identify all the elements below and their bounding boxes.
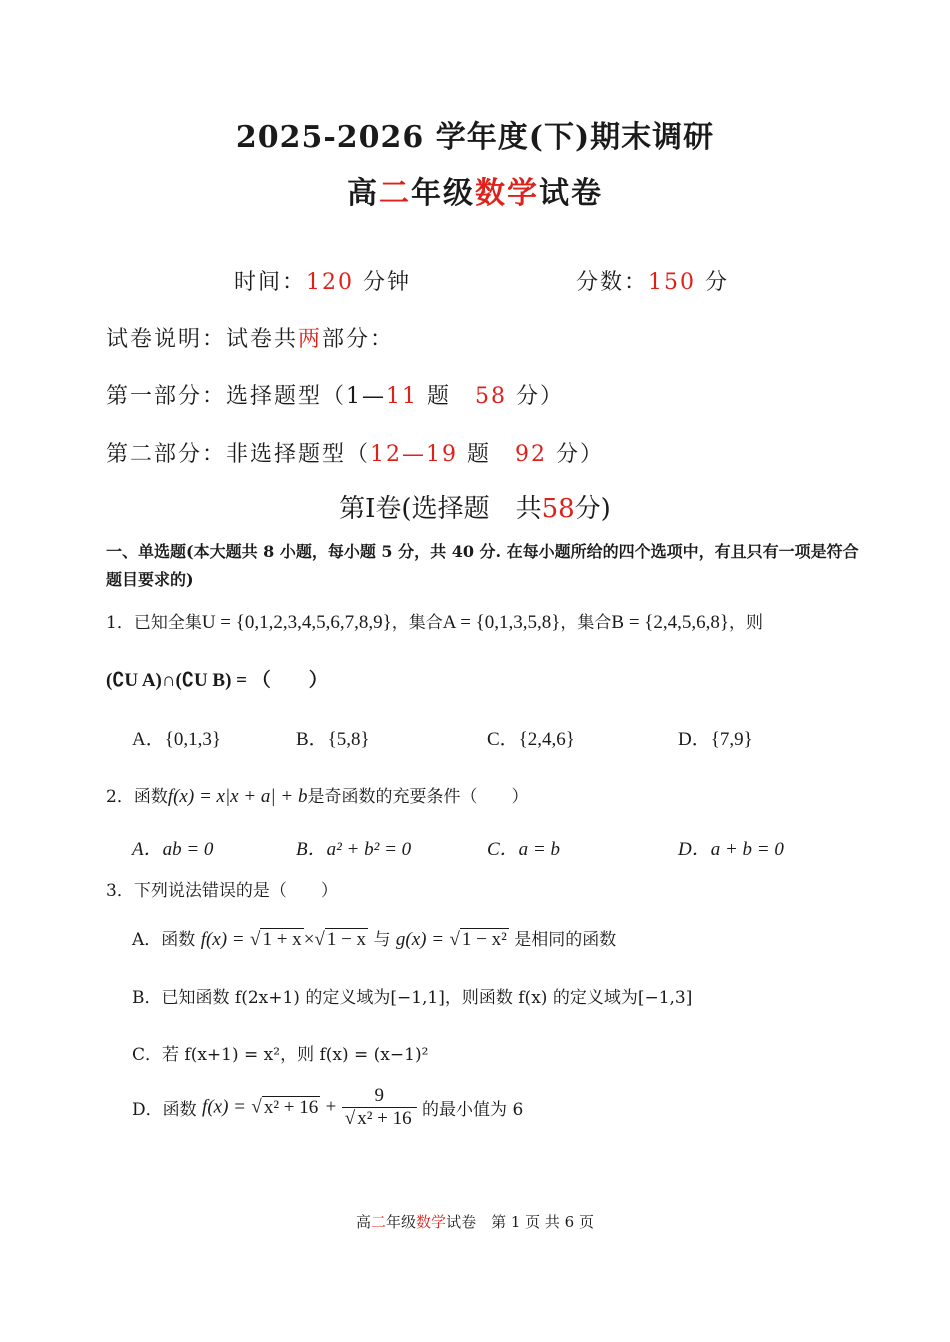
q3d-radicand: x² + 16 xyxy=(263,1096,319,1118)
score-unit: 分 xyxy=(696,270,730,295)
q2-function: f(x) = x|x + a| + b xyxy=(167,786,308,807)
q3a-radicand-2: 1 − x xyxy=(326,929,367,950)
sqrt-sign: √ xyxy=(251,1096,262,1118)
exam-subtitle xyxy=(0,168,950,212)
time-value: 120 xyxy=(306,270,355,295)
part1-end-q: 11 xyxy=(386,384,418,409)
part2-text: 第二部分：非选择题型（ xyxy=(106,442,371,467)
time-label: 时间： xyxy=(234,270,307,295)
q3d-numerator: 9 xyxy=(342,1085,417,1108)
section-head-text: 第Ⅰ卷(选择题 共 xyxy=(339,494,542,524)
q3d-label: D．函数 xyxy=(132,1100,197,1120)
q3a-text: 与 xyxy=(373,930,391,950)
q3a-times: × xyxy=(303,929,315,950)
subtitle-grade-number: 二 xyxy=(379,176,411,211)
q3a-g: g(x) = xyxy=(395,929,445,950)
q2-option-c: C．a = b xyxy=(487,839,560,860)
q1-universal-set: U = {0,1,2,3,4,5,6,7,8,9} xyxy=(201,612,392,633)
q2-option-b: B．a² + b² = 0 xyxy=(296,839,412,860)
part2-text: 题 xyxy=(458,442,516,467)
q3d-den-radicand: x² + 16 xyxy=(357,1108,412,1129)
q3d-plus: + xyxy=(325,1096,337,1118)
q3a-f: f(x) = xyxy=(200,929,245,950)
q2-text: 是奇函数的充要条件（ ） xyxy=(307,787,529,807)
section-one-heading xyxy=(0,488,950,525)
q1-text: ，集合 xyxy=(560,613,612,633)
sqrt-sign: √ xyxy=(449,929,460,950)
q3-option-a xyxy=(132,925,616,951)
part2-text: 分） xyxy=(547,442,605,467)
subtitle-part: 试卷 xyxy=(539,176,603,211)
part1-text: 题 xyxy=(418,384,475,409)
part2-score: 92 xyxy=(515,442,548,467)
sqrt-sign: √ xyxy=(314,929,325,950)
part-two-info xyxy=(106,437,604,468)
score-value: 150 xyxy=(648,270,697,295)
subtitle-part: 年级 xyxy=(411,176,475,211)
footer-text: 年级 xyxy=(386,1213,417,1231)
q2-option-a: A．ab = 0 xyxy=(132,839,214,860)
part1-score: 58 xyxy=(475,384,507,409)
question-1-stem xyxy=(106,608,763,634)
subtitle-part: 高 xyxy=(347,176,379,211)
explain-count: 两 xyxy=(298,327,323,352)
q3d-text: 的最小值为 6 xyxy=(422,1100,524,1120)
q1-text: ，则 xyxy=(729,613,764,633)
q2-text: 2．函数 xyxy=(106,787,168,807)
exam-title: 2025-2026 学年度(下)期末调研 xyxy=(235,120,715,155)
part1-text: 第一部分：选择题型（1— xyxy=(106,384,386,409)
q3d-fraction xyxy=(342,1085,417,1130)
section-head-text: 分) xyxy=(574,494,611,524)
part2-range: 12—19 xyxy=(370,442,459,467)
question-1-expression: (∁U A)∩(∁U B) = （ ） xyxy=(106,670,328,691)
footer-subject: 数学 xyxy=(416,1213,447,1231)
q1-option-a: A．{0,1,3} xyxy=(132,729,221,750)
q1-set-b: B = {2,4,5,6,8} xyxy=(611,612,730,633)
q1-text: 1．已知全集 xyxy=(106,613,202,633)
subtitle-subject: 数学 xyxy=(475,176,539,211)
footer-page-number: 试卷 第 1 页 共 6 页 xyxy=(446,1213,594,1231)
q3a-radicand-3: 1 − x² xyxy=(461,929,507,950)
q3a-label: A．函数 xyxy=(132,930,196,950)
footer-grade: 二 xyxy=(371,1213,387,1231)
q3a-radicand-1: 1 + x xyxy=(262,929,302,950)
q1-option-b: B．{5,8} xyxy=(296,729,370,750)
q3-option-b: B．已知函数 f(2x+1) 的定义域为[−1,1]，则函数 f(x) 的定义域为[−1,3] xyxy=(132,988,693,1008)
q1-option-d: D．{7,9} xyxy=(678,729,753,750)
page-footer xyxy=(0,1211,950,1232)
q3-option-c: C．若 f(x+1) = x²，则 f(x) = (x−1)² xyxy=(132,1045,429,1065)
section-instructions: 一、单选题(本大题共 8 小题，每小题 5 分，共 40 分. 在每小题所给的四个选项中，有且只有一项是符合题目要求的) xyxy=(106,542,859,589)
q3d-f: f(x) = xyxy=(202,1096,246,1118)
time-unit: 分钟 xyxy=(354,270,412,295)
q3a-text: 是相同的函数 xyxy=(514,930,617,950)
q2-option-d: D．a + b = 0 xyxy=(678,839,784,860)
explain-suffix: 部分： xyxy=(322,327,395,352)
q1-set-a: A = {0,1,3,5,8} xyxy=(442,612,561,633)
footer-text: 高 xyxy=(356,1213,372,1231)
q1-option-c: C．{2,4,6} xyxy=(487,729,575,750)
section-head-score: 58 xyxy=(541,494,575,524)
part1-text: 分） xyxy=(507,384,564,409)
q3d-denominator: √ x² + 16 xyxy=(344,1108,412,1129)
sqrt-sign: √ xyxy=(250,929,261,950)
time-info xyxy=(234,265,411,296)
q3-option-d xyxy=(132,1085,523,1130)
score-info xyxy=(576,265,729,296)
explain-label: 试卷说明：试卷共 xyxy=(106,327,299,352)
exam-explanation xyxy=(106,322,394,353)
score-label: 分数： xyxy=(576,270,649,295)
question-2-stem xyxy=(106,782,528,808)
question-3-stem: 3．下列说法错误的是（ ） xyxy=(106,881,338,901)
part-one-info xyxy=(106,379,564,410)
q1-text: ，集合 xyxy=(391,613,443,633)
